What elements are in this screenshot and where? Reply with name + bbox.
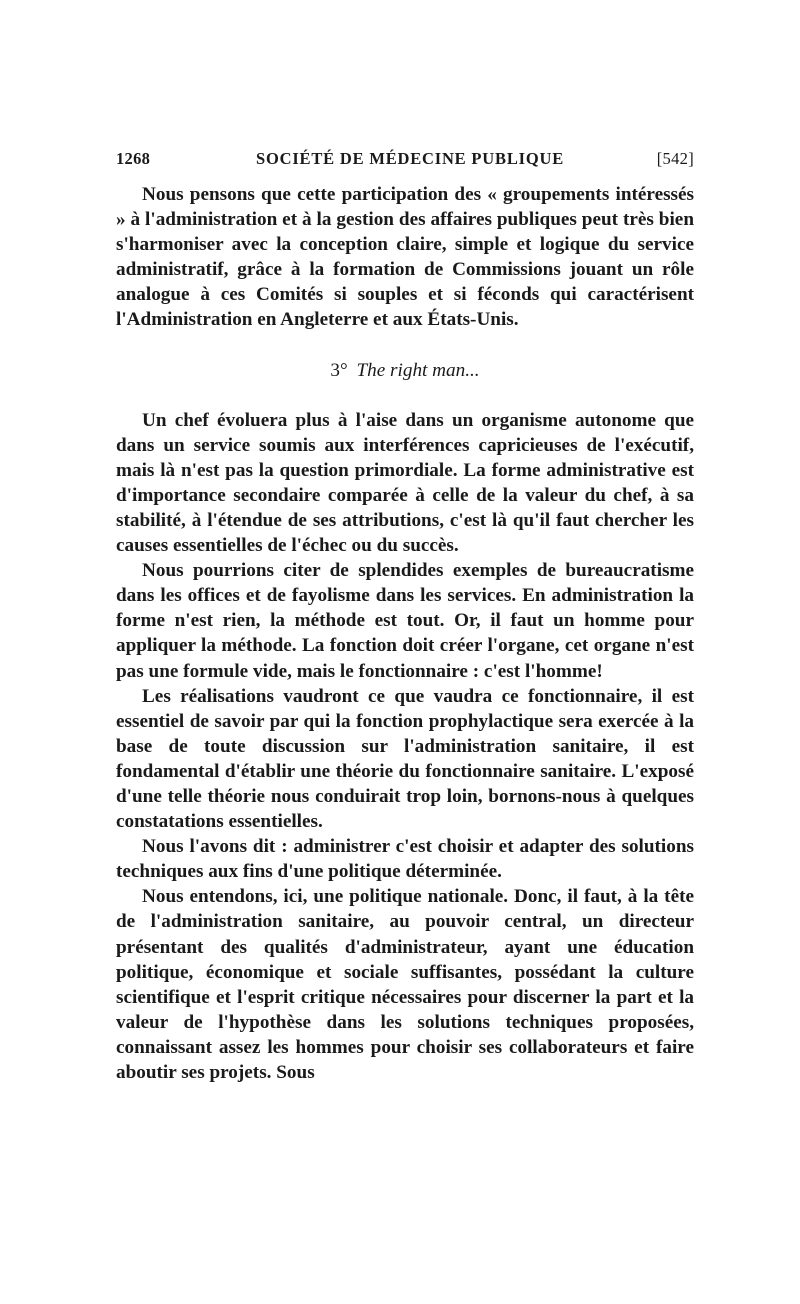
running-title: SOCIÉTÉ DE MÉDECINE PUBLIQUE: [256, 149, 564, 168]
page-number: 1268: [116, 149, 151, 168]
paragraph-6: Nous entendons, ici, une politique nationale. Donc, il faut, à la tête de l'administration sanitaire, au pouvoir central, un directeur présentant des qualités d'administrateur, ayant une éducation politique, économique et sociale suffisantes, possédant la culture scientifique et l'esprit critique nécessaires pour discerner la part et la valeur de l'hypothèse dans les solutions techniques proposées, connaissant assez les hommes pour choisir ses collaborateurs et faire aboutir ses projets. Sous: [116, 886, 694, 1083]
section-number: 3°: [330, 359, 348, 381]
running-header: [116, 149, 694, 175]
paragraph-4: Les réalisations vaudront ce que vaudra ce fonctionnaire, il est essentiel de savoir par qui la fonction prophylactique sera exercée à la base de toute discussion sur l'administration sanitaire, il est fondamental d'établir une théorie du fonctionnaire sanitaire. L'exposé d'une telle théorie nous conduirait trop loin, bornons-nous à quelques constatations essentielles.: [116, 685, 694, 833]
paragraph-5: Nous l'avons dit : administrer c'est choisir et adapter des solutions techniques aux fins d'une politique déterminée.: [116, 836, 694, 883]
section-heading: [116, 358, 694, 383]
paragraph-2: Un chef évoluera plus à l'aise dans un organisme autonome que dans un service soumis aux interférences capricieuses de l'exécutif, mais là n'est pas la question primordiale. La forme administrative est d'importance secondaire comparée à celle de la valeur du chef, à sa stabilité, à l'étendue de ses attributions, c'est là qu'il faut chercher les causes essentielles de l'échec ou du succès.: [116, 409, 694, 557]
paragraph-3: Nous pourrions citer de splendides exemples de bureaucratisme dans les offices et de fayolisme dans les services. En administration la forme n'est rien, la méthode est tout. Or, il faut un homme pour appliquer la méthode. La fonction doit créer l'organe, cet organe n'est pas une formule vide, mais le fonctionnaire : c'est l'homme!: [116, 560, 694, 682]
folio-number: [542]: [656, 149, 694, 168]
section-title: The right man...: [356, 359, 480, 381]
page-body: [116, 182, 694, 1085]
paragraph-1: Nous pensons que cette participation des « groupements intéressés » à l'administration et à la gestion des affaires publiques peut très bien s'harmoniser avec la conception claire, simple et logique du service administratif, grâce à la formation de Commissions jouant un rôle analogue à ces Comités si souples et si féconds qui caractérisent l'Administration en Angleterre et aux États-Unis.: [116, 184, 694, 331]
